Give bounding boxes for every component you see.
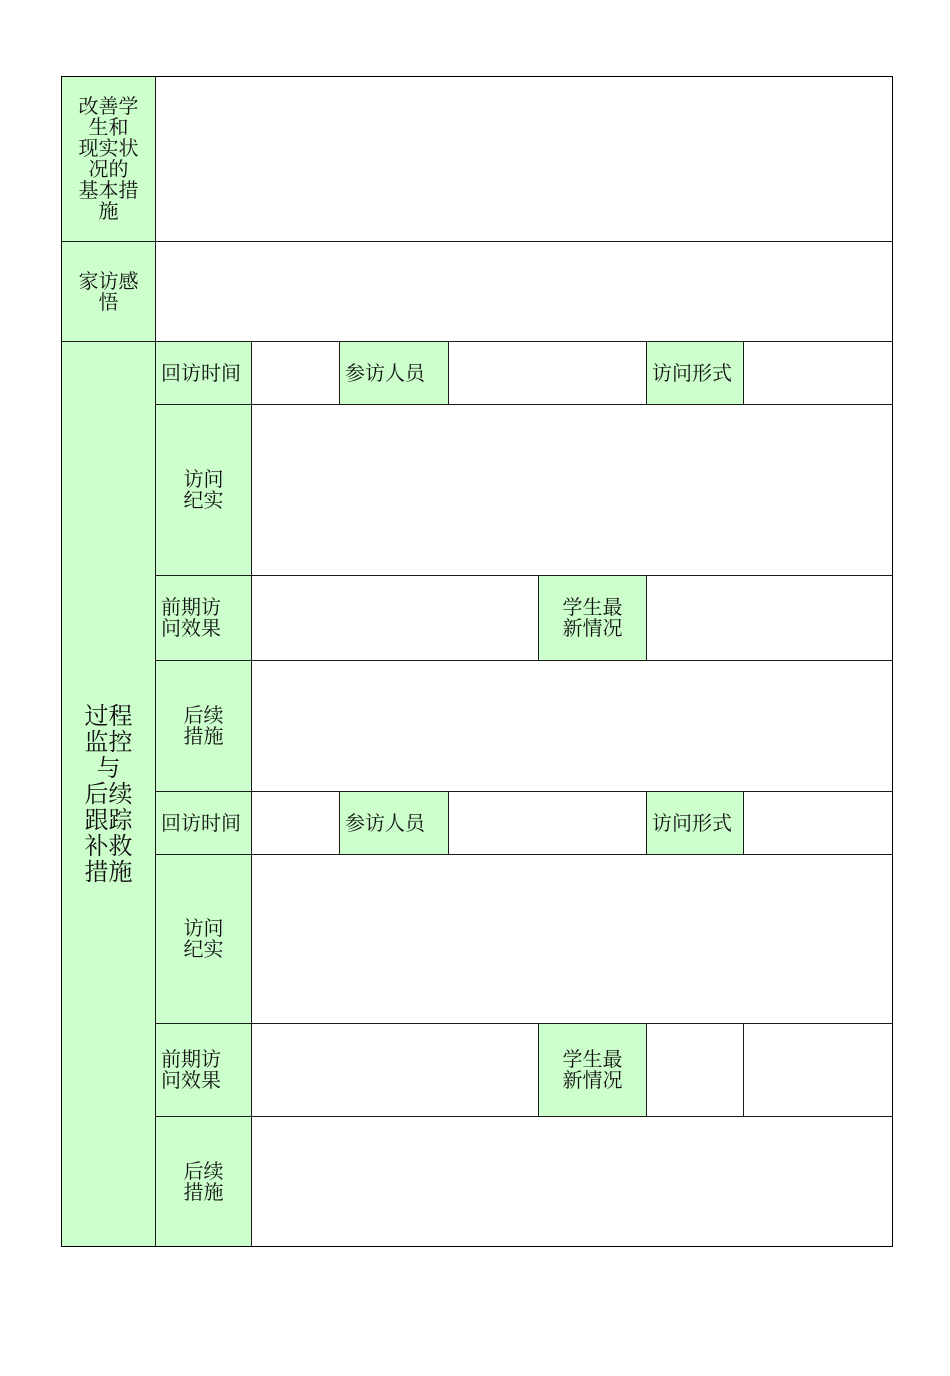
visit-record-text-2: 访问 纪实 <box>183 916 224 961</box>
visit-form-label-1 <box>646 341 744 405</box>
visit-record-field-2[interactable] <box>251 854 893 1024</box>
student-status-field-2a[interactable] <box>646 1023 744 1117</box>
followup-measures-field-2[interactable] <box>251 1116 893 1247</box>
visit-form-field-1[interactable] <box>743 341 893 405</box>
visit-record-field-1[interactable] <box>251 404 893 576</box>
participants-label-2 <box>339 791 449 855</box>
prior-effect-field-2[interactable] <box>251 1023 539 1117</box>
student-status-text-2: 学生最 新情况 <box>562 1047 623 1092</box>
home-visit-form <box>61 76 893 1247</box>
revisit-time-field-1[interactable] <box>251 341 340 405</box>
participants-text-1: 参访人员 <box>345 360 425 385</box>
revisit-time-label-2 <box>155 791 252 855</box>
prior-effect-label-1 <box>155 575 252 661</box>
home-visit-feeling-label <box>61 241 156 342</box>
improve-measures-text: 改善学 生和 现实状 况的 基本措 施 <box>78 94 139 223</box>
participants-label-1 <box>339 341 449 405</box>
visit-form-label-2 <box>646 791 744 855</box>
home-visit-feeling-field[interactable] <box>155 241 893 342</box>
process-monitoring-text: 过程 监控 与 后续 跟踪 补救 措施 <box>84 702 133 886</box>
revisit-time-label-1 <box>155 341 252 405</box>
prior-effect-label-2 <box>155 1023 252 1117</box>
improve-measures-label <box>61 76 156 242</box>
student-status-field-1[interactable] <box>646 575 893 661</box>
student-status-text-1: 学生最 新情况 <box>562 595 623 640</box>
participants-field-1[interactable] <box>448 341 647 405</box>
student-status-label-2 <box>538 1023 647 1117</box>
process-monitoring-label <box>61 341 156 1247</box>
followup-measures-field-1[interactable] <box>251 660 893 792</box>
followup-measures-label-2 <box>155 1116 252 1247</box>
revisit-time-text-2: 回访时间 <box>161 810 241 835</box>
prior-effect-text-1: 前期访 问效果 <box>161 595 221 640</box>
visit-record-text-1: 访问 纪实 <box>183 467 224 512</box>
visit-record-label-1 <box>155 404 252 576</box>
revisit-time-text-1: 回访时间 <box>161 360 241 385</box>
followup-measures-text-2: 后续 措施 <box>183 1158 224 1204</box>
visit-record-label-2 <box>155 854 252 1024</box>
followup-measures-label-1 <box>155 660 252 792</box>
revisit-time-field-2[interactable] <box>251 791 340 855</box>
visit-form-field-2[interactable] <box>743 791 893 855</box>
prior-effect-field-1[interactable] <box>251 575 539 661</box>
followup-measures-text-1: 后续 措施 <box>183 703 224 748</box>
prior-effect-text-2: 前期访 问效果 <box>161 1047 221 1092</box>
participants-field-2[interactable] <box>448 791 647 855</box>
participants-text-2: 参访人员 <box>345 810 425 835</box>
student-status-field-2b[interactable] <box>743 1023 893 1117</box>
visit-form-text-1: 访问形式 <box>652 360 732 385</box>
visit-form-text-2: 访问形式 <box>652 810 732 835</box>
home-visit-feeling-text: 家访感 悟 <box>78 268 139 314</box>
improve-measures-field[interactable] <box>155 76 893 242</box>
student-status-label-1 <box>538 575 647 661</box>
